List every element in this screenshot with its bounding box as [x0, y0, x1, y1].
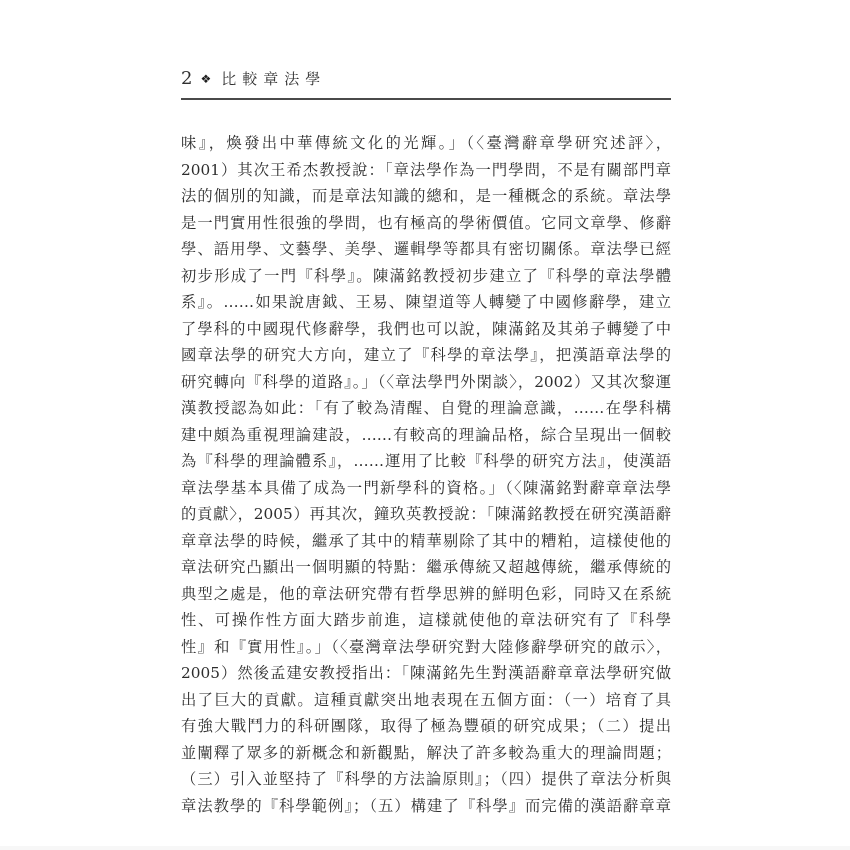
text-line: 了學科的中國現代修辭學，我們也可以說，陳滿銘及其弟子轉變了中: [181, 319, 671, 338]
text-line: 味』，煥發出中華傳統文化的光輝。」（〈臺灣辭章學研究述評〉，: [181, 134, 671, 152]
text-line: 是一門實用性很強的學問，也有極高的學術價值。它同文章學、修辭: [181, 213, 671, 232]
text-line: 性』和『實用性』。」（〈臺灣章法學研究對大陸修辭學研究的啟示〉，: [181, 637, 671, 656]
text-line: 性、可操作性方面大踏步前進，這樣就使他的章法研究有了『科學: [181, 611, 671, 629]
text-line: 有強大戰鬥力的科研團隊，取得了極為豐碩的研究成果；（二）提出: [181, 717, 671, 735]
text-line: （三）引入並堅持了『科學的方法論原則』；（四）提供了章法分析與: [181, 770, 671, 788]
text-line: 法的個別的知識，而是章法知識的總和，是一種概念的系統。章法學: [181, 187, 671, 205]
text-line: 的貢獻〉，2005）再其次，鐘玖英教授說：「陳滿銘教授在研究漢語辭: [181, 505, 671, 523]
text-line: 章法學基本具備了成為一門新學科的資格。」（〈陳滿銘對辭章章法學: [181, 478, 671, 497]
text-line: 系』。……如果說唐鉞、王易、陳望道等人轉變了中國修辭學，建立: [181, 293, 671, 311]
book-title: 比較章法學: [221, 70, 327, 88]
diamond-separator-icon: ❖: [200, 71, 212, 86]
page-content: [181, 68, 671, 819]
body-text: [181, 130, 671, 819]
scan-bottom-edge: [0, 846, 850, 850]
text-line: 學、語用學、文藝學、美學、邏輯學等都具有密切關係。章法學已經: [181, 240, 671, 258]
text-line: 並闡釋了眾多的新概念和新觀點，解決了許多較為重大的理論問題；: [181, 743, 671, 762]
text-line: 建中頗為重視理論建設，……有較高的理論品格，綜合呈現出一個較: [181, 425, 671, 444]
text-line: 初步形成了一門『科學』。陳滿銘教授初步建立了『科學的章法學體: [181, 266, 671, 285]
running-header: [181, 68, 671, 100]
text-line: 研究轉向『科學的道路』。」（〈章法學門外閑談〉，2002）又其次黎運: [181, 372, 671, 391]
text-line: 國章法學的研究大方向，建立了『科學的章法學』，把漢語章法學的: [181, 346, 671, 364]
text-line: 漢教授認為如此：「有了較為清醒、自覺的理論意識，……在學科構: [181, 399, 671, 417]
page-number: 2: [181, 68, 193, 89]
text-line: 2005）然後孟建安教授指出：「陳滿銘先生對漢語辭章章法學研究做: [181, 664, 671, 682]
text-line: 2001）其次王希杰教授說：「章法學作為一門學問，不是有關部門章: [181, 160, 671, 179]
text-line: 章章法學的時候，繼承了其中的精華剔除了其中的糟粕，這樣使他的: [181, 531, 671, 550]
text-line: 為『科學的理論體系』，……運用了比較『科學的研究方法』，使漢語: [181, 452, 671, 470]
text-line: 章法教學的『科學範例』；（五）構建了『科學』而完備的漢語辭章章: [181, 796, 671, 815]
text-line: 章法研究凸顯出一個明顯的特點：繼承傳統又超越傳統，繼承傳統的: [181, 558, 671, 576]
text-line: 典型之處是，他的章法研究帶有哲學思辨的鮮明色彩，同時又在系統: [181, 584, 671, 603]
text-line: 出了巨大的貢獻。這種貢獻突出地表現在五個方面：（一）培育了具: [181, 690, 671, 709]
